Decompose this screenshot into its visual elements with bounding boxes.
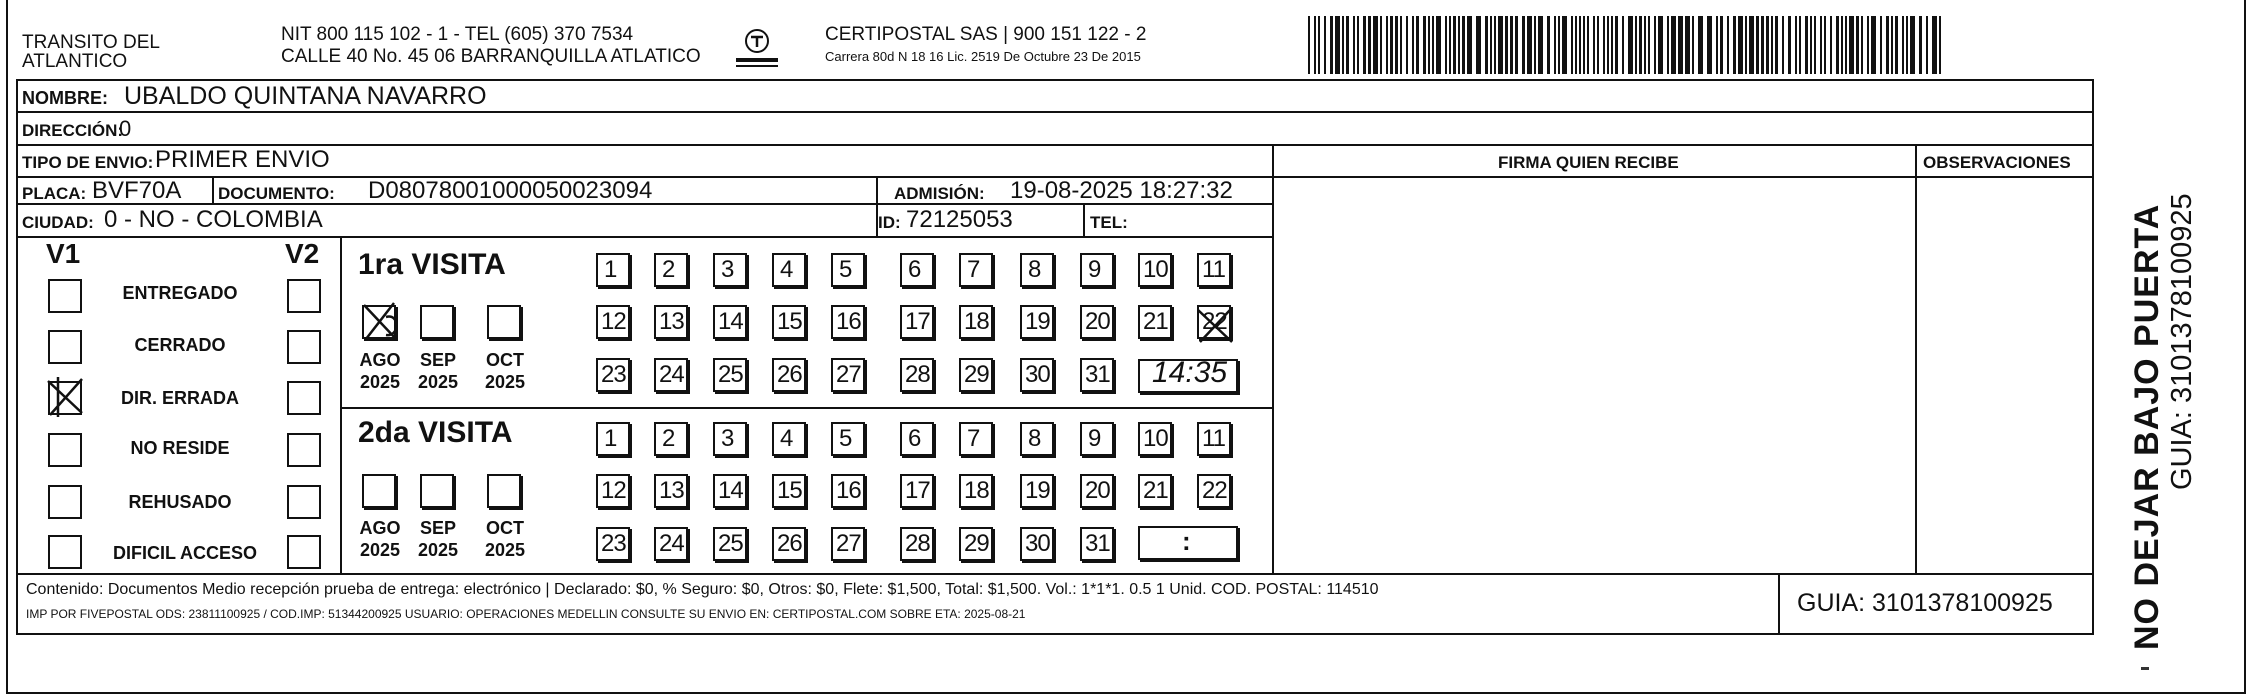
barcode-bar xyxy=(1597,16,1599,74)
first-visit-day-19[interactable]: 19 xyxy=(1020,305,1054,339)
barcode-bar xyxy=(1368,16,1371,74)
first-visit-day-7[interactable]: 7 xyxy=(959,253,993,287)
barcode-bar xyxy=(1775,16,1778,74)
barcode-bar xyxy=(1494,16,1496,74)
tel-label: TEL: xyxy=(1090,213,1128,232)
barcode-bar xyxy=(1547,16,1550,74)
imp-line: IMP POR FIVEPOSTAL ODS: 23811100925 / COD.IMP: 51344200925 USUARIO: OPERACIONES MEDELLIN CONSULTE SU ENVIO EN: CERTIPOSTAL.COM SOBRE ETA: 2025-08-21 xyxy=(26,607,1026,621)
barcode-bar xyxy=(1423,16,1426,74)
barcode-bar xyxy=(1583,16,1585,74)
v2-no-reside-checkbox[interactable] xyxy=(287,433,321,467)
second-visit-year-oct: 2025 xyxy=(484,540,526,560)
barcode-bar xyxy=(1622,16,1624,74)
second-visit-year-sep: 2025 xyxy=(417,540,459,560)
barcode-bar xyxy=(1919,16,1922,74)
content-line: Contenido: Documentos Medio recepción prueba de entrega: electrónico | Declarado: $0, % Seguro: $0, Otros: $0, Flete: $1,500, Total: $1,500. Vol.: 1*1*1. 0.5 1 Unid. COD. POSTAL: 114510 xyxy=(26,581,1379,598)
barcode-bar xyxy=(1830,16,1832,74)
second-visit-month-oct: OCT xyxy=(486,518,524,538)
placa-label: PLACA: xyxy=(22,184,87,203)
barcode-bar xyxy=(1335,16,1340,74)
second-visit-day-1[interactable]: 1 xyxy=(596,422,630,456)
second-visit-day-20[interactable]: 20 xyxy=(1080,474,1114,508)
first-visit-day-24[interactable]: 24 xyxy=(654,358,688,392)
documento-label: DOCUMENTO: xyxy=(218,184,335,203)
second-visit-month-sep-checkbox[interactable] xyxy=(420,474,454,508)
second-visit-day-29[interactable]: 29 xyxy=(959,527,993,561)
license-line: Carrera 80d N 18 16 Lic. 2519 De Octubre 23 De 2015 xyxy=(825,49,1141,64)
barcode-bar xyxy=(1353,16,1355,74)
barcode-bar xyxy=(1515,16,1518,74)
barcode-bar xyxy=(1363,16,1366,74)
barcode-bar xyxy=(1357,16,1359,74)
barcode-bar xyxy=(1654,16,1656,74)
first-visit-day-18[interactable]: 18 xyxy=(959,305,993,339)
first-visit-month-sep: SEP xyxy=(419,350,457,370)
second-visit-day-11[interactable]: 11 xyxy=(1197,422,1231,456)
first-visit-day-28[interactable]: 28 xyxy=(900,358,934,392)
barcode-bar xyxy=(1406,16,1408,74)
barcode-bar xyxy=(1346,16,1349,74)
admision-label: ADMISIÓN: xyxy=(894,184,985,203)
second-visit-day-5[interactable]: 5 xyxy=(831,422,865,456)
barcode-bar xyxy=(1795,16,1797,74)
barcode-bar xyxy=(1820,16,1822,74)
first-visit-day-27[interactable]: 27 xyxy=(831,358,865,392)
barcode-bar xyxy=(1720,16,1723,74)
barcode-bar xyxy=(1698,16,1703,74)
second-visit-day-19[interactable]: 19 xyxy=(1020,474,1054,508)
first-visit-day-26[interactable]: 26 xyxy=(772,358,806,392)
v2-cerrado-checkbox[interactable] xyxy=(287,330,321,364)
nit-line: NIT 800 115 102 - 1 - TEL (605) 370 7534 xyxy=(281,24,634,45)
first-visit-day-11[interactable]: 11 xyxy=(1197,253,1231,287)
second-visit-day-22[interactable]: 22 xyxy=(1197,474,1231,508)
barcode xyxy=(1308,16,1942,74)
barcode-bar xyxy=(1436,16,1441,74)
v1-entregado-checkbox[interactable] xyxy=(48,279,82,313)
barcode-bar xyxy=(1324,16,1326,74)
id-label: ID: xyxy=(878,213,901,232)
first-visit-time: 14:35 xyxy=(1152,356,1228,389)
second-visit-month-oct-checkbox[interactable] xyxy=(487,474,521,508)
second-visit-day-8[interactable]: 8 xyxy=(1020,422,1054,456)
barcode-bar xyxy=(1538,16,1543,74)
first-visit-day-3[interactable]: 3 xyxy=(713,253,747,287)
ciudad-value: 0 - NO - COLOMBIA xyxy=(104,206,323,233)
barcode-bar xyxy=(1416,16,1419,74)
barcode-bar xyxy=(1615,16,1618,74)
barcode-bar xyxy=(1867,16,1869,74)
first-visit-month-sep-checkbox[interactable] xyxy=(420,305,454,339)
nombre-value: UBALDO QUINTANA NAVARRO xyxy=(124,82,487,110)
barcode-bar xyxy=(1836,16,1839,74)
barcode-bar xyxy=(1571,16,1573,74)
first-visit-day-23[interactable]: 23 xyxy=(596,358,630,392)
second-visit-month-ago-checkbox[interactable] xyxy=(362,474,396,508)
v2-rehusado-checkbox[interactable] xyxy=(287,485,321,519)
address-line: CALLE 40 No. 45 06 BARRANQUILLA ATLATICO xyxy=(281,46,701,67)
v1-no-reside-checkbox[interactable] xyxy=(48,433,82,467)
barcode-bar xyxy=(1428,16,1430,74)
barcode-bar xyxy=(1635,16,1637,74)
direccion-label: DIRECCIÓN: xyxy=(22,121,124,140)
barcode-bar xyxy=(1593,16,1595,74)
barcode-bar xyxy=(1871,16,1876,74)
barcode-bar xyxy=(1799,16,1801,74)
first-visit-day-31[interactable]: 31 xyxy=(1080,358,1114,392)
barcode-bar xyxy=(1685,16,1690,74)
observaciones-label: OBSERVACIONES xyxy=(1923,153,2071,172)
second-visit-day-9[interactable]: 9 xyxy=(1080,422,1114,456)
org-name-line2: ATLANTICO xyxy=(22,51,128,72)
first-visit-day-6[interactable]: 6 xyxy=(900,253,934,287)
first-visit-day-30[interactable]: 30 xyxy=(1020,358,1054,392)
second-visit-day-25[interactable]: 25 xyxy=(713,527,747,561)
second-visit-day-14[interactable]: 14 xyxy=(713,474,747,508)
placa-value: BVF70A xyxy=(92,177,182,204)
barcode-bar xyxy=(1814,16,1816,74)
second-visit-title: 2da VISITA xyxy=(358,416,513,449)
barcode-bar xyxy=(1458,16,1460,74)
barcode-bar xyxy=(1390,16,1393,74)
barcode-bar xyxy=(1880,16,1882,74)
second-visit-month-ago: AGO xyxy=(359,518,401,538)
barcode-bar xyxy=(1562,16,1567,74)
second-visit-day-2[interactable]: 2 xyxy=(654,422,688,456)
barcode-bar xyxy=(1766,16,1769,74)
barcode-bar xyxy=(1505,16,1508,74)
first-visit-day-5[interactable]: 5 xyxy=(831,253,865,287)
barcode-bar xyxy=(1782,16,1784,74)
second-visit-day-6[interactable]: 6 xyxy=(900,422,934,456)
barcode-bar xyxy=(1849,16,1854,74)
barcode-bar xyxy=(1308,16,1310,74)
barcode-bar xyxy=(1476,16,1481,74)
barcode-bar xyxy=(1527,16,1532,74)
first-visit-day-12[interactable]: 12 xyxy=(596,305,630,339)
barcode-bar xyxy=(1558,16,1560,74)
reason-dir-errada: DIR. ERRADA xyxy=(120,388,239,408)
first-visit-year-ago: 2025 xyxy=(359,372,401,392)
footer-guia: GUIA: 3101378100925 xyxy=(1797,589,2053,617)
first-visit-month-ago-checkbox[interactable] xyxy=(362,305,396,339)
first-visit-day-15[interactable]: 15 xyxy=(772,305,806,339)
id-value: 72125053 xyxy=(906,206,1013,233)
first-visit-day-20[interactable]: 20 xyxy=(1080,305,1114,339)
barcode-bar xyxy=(1692,16,1694,74)
barcode-bar xyxy=(1490,16,1492,74)
direccion-value: 0 xyxy=(119,116,132,141)
v1-dir-errada-checkbox[interactable] xyxy=(48,381,82,415)
barcode-bar xyxy=(1761,16,1764,74)
barcode-bar xyxy=(1611,16,1613,74)
reason-no-reside: NO RESIDE xyxy=(130,438,230,458)
first-visit-day-13[interactable]: 13 xyxy=(654,305,688,339)
second-visit-day-23[interactable]: 23 xyxy=(596,527,630,561)
barcode-bar xyxy=(1607,16,1609,74)
second-visit-day-30[interactable]: 30 xyxy=(1020,527,1054,561)
v2-dir-errada-checkbox[interactable] xyxy=(287,381,321,415)
first-visit-day-25[interactable]: 25 xyxy=(713,358,747,392)
barcode-bar xyxy=(1861,16,1863,74)
second-visit-day-12[interactable]: 12 xyxy=(596,474,630,508)
second-visit-day-13[interactable]: 13 xyxy=(654,474,688,508)
barcode-bar xyxy=(1412,16,1414,74)
v1-rehusado-checkbox[interactable] xyxy=(48,485,82,519)
ciudad-label: CIUDAD: xyxy=(22,213,94,232)
barcode-bar xyxy=(1395,16,1398,74)
barcode-bar xyxy=(1733,16,1736,74)
first-visit-month-oct-checkbox[interactable] xyxy=(487,305,521,339)
first-visit-day-14[interactable]: 14 xyxy=(713,305,747,339)
first-visit-day-2[interactable]: 2 xyxy=(654,253,688,287)
second-visit-day-15[interactable]: 15 xyxy=(772,474,806,508)
reason-entregado: ENTREGADO xyxy=(122,283,238,303)
barcode-bar xyxy=(1575,16,1577,74)
barcode-bar xyxy=(1534,16,1536,74)
v1-dificil-acceso-checkbox[interactable] xyxy=(48,535,82,569)
admision-value: 19-08-2025 18:27:32 xyxy=(1010,177,1233,204)
certipostal-line: CERTIPOSTAL SAS | 900 151 122 - 2 xyxy=(825,24,1147,45)
first-visit-day-9[interactable]: 9 xyxy=(1080,253,1114,287)
barcode-bar xyxy=(1644,16,1646,74)
barcode-bar xyxy=(1432,16,1434,74)
barcode-bar xyxy=(1932,16,1937,74)
first-visit-year-sep: 2025 xyxy=(417,372,459,392)
barcode-bar xyxy=(1771,16,1773,74)
barcode-bar xyxy=(1805,16,1808,74)
first-visit-month-oct: OCT xyxy=(486,350,524,370)
reason-dificil-acceso: DIFICIL ACCESO xyxy=(112,543,257,563)
first-visit-day-21[interactable]: 21 xyxy=(1138,305,1172,339)
tipo-envio-label: TIPO DE ENVIO: xyxy=(22,153,154,172)
barcode-bar xyxy=(1628,16,1633,74)
barcode-bar xyxy=(1400,16,1402,74)
barcode-bar xyxy=(1603,16,1605,74)
second-visit-day-21[interactable]: 21 xyxy=(1138,474,1172,508)
barcode-bar xyxy=(1380,16,1382,74)
barcode-bar xyxy=(1886,16,1889,74)
second-visit-day-26[interactable]: 26 xyxy=(772,527,806,561)
second-visit-day-27[interactable]: 27 xyxy=(831,527,865,561)
first-visit-year-oct: 2025 xyxy=(484,372,526,392)
nombre-label: NOMBRE: xyxy=(22,88,108,108)
barcode-bar xyxy=(1788,16,1791,74)
barcode-bar xyxy=(1462,16,1465,74)
second-visit-day-17[interactable]: 17 xyxy=(900,474,934,508)
barcode-bar xyxy=(1671,16,1676,74)
first-visit-day-17[interactable]: 17 xyxy=(900,305,934,339)
barcode-bar xyxy=(1707,16,1712,74)
barcode-bar xyxy=(1891,16,1893,74)
org-name-line1: TRANSITO DEL xyxy=(22,32,160,53)
barcode-bar xyxy=(1467,16,1472,74)
v2-label: V2 xyxy=(285,238,320,269)
second-visit-day-3[interactable]: 3 xyxy=(713,422,747,456)
barcode-bar xyxy=(1579,16,1581,74)
second-visit-day-16[interactable]: 16 xyxy=(831,474,865,508)
second-visit-day-4[interactable]: 4 xyxy=(772,422,806,456)
first-visit-day-4[interactable]: 4 xyxy=(772,253,806,287)
barcode-bar xyxy=(1716,16,1718,74)
barcode-bar xyxy=(1330,16,1333,74)
barcode-bar xyxy=(1498,16,1503,74)
barcode-bar xyxy=(1895,16,1898,74)
barcode-bar xyxy=(1841,16,1843,74)
first-visit-month-ago: AGO xyxy=(359,350,401,370)
barcode-bar xyxy=(1510,16,1513,74)
barcode-bar xyxy=(1910,16,1915,74)
barcode-bar xyxy=(1386,16,1388,74)
barcode-bar xyxy=(1658,16,1663,74)
barcode-bar xyxy=(1856,16,1859,74)
first-visit-title: 1ra VISITA xyxy=(358,248,506,281)
barcode-bar xyxy=(1939,16,1941,74)
barcode-bar xyxy=(1906,16,1908,74)
first-visit-day-8[interactable]: 8 xyxy=(1020,253,1054,287)
second-visit-day-18[interactable]: 18 xyxy=(959,474,993,508)
barcode-bar xyxy=(1485,16,1488,74)
barcode-bar xyxy=(1738,16,1743,74)
first-visit-day-10[interactable]: 10 xyxy=(1138,253,1172,287)
second-visit-year-ago: 2025 xyxy=(359,540,401,560)
barcode-bar xyxy=(1342,16,1344,74)
second-visit-day-31[interactable]: 31 xyxy=(1080,527,1114,561)
barcode-bar xyxy=(1727,16,1729,74)
barcode-bar xyxy=(1453,16,1456,74)
first-visit-day-29[interactable]: 29 xyxy=(959,358,993,392)
second-visit-day-7[interactable]: 7 xyxy=(959,422,993,456)
barcode-bar xyxy=(1756,16,1759,74)
reason-cerrado: CERRADO xyxy=(134,335,226,355)
barcode-bar xyxy=(1745,16,1747,74)
first-visit-day-22[interactable]: 22 xyxy=(1197,305,1231,339)
second-visit-month-sep: SEP xyxy=(419,518,457,538)
barcode-bar xyxy=(1587,16,1589,74)
barcode-bar xyxy=(1554,16,1556,74)
barcode-bar xyxy=(1667,16,1669,74)
first-visit-day-16[interactable]: 16 xyxy=(831,305,865,339)
barcode-bar xyxy=(1522,16,1525,74)
barcode-bar xyxy=(1678,16,1683,74)
barcode-bar xyxy=(1648,16,1650,74)
barcode-bar xyxy=(1373,16,1378,74)
v2-entregado-checkbox[interactable] xyxy=(287,279,321,313)
barcode-bar xyxy=(1749,16,1754,74)
v1-cerrado-checkbox[interactable] xyxy=(48,330,82,364)
barcode-bar xyxy=(1902,16,1904,74)
barcode-bar xyxy=(1445,16,1447,74)
second-visit-day-28[interactable]: 28 xyxy=(900,527,934,561)
second-visit-day-24[interactable]: 24 xyxy=(654,527,688,561)
barcode-bar xyxy=(1449,16,1451,74)
firma-quien-recibe-label: FIRMA QUIEN RECIBE xyxy=(1498,153,1679,172)
v2-dificil-acceso-checkbox[interactable] xyxy=(287,535,321,569)
reason-rehusado: REHUSADO xyxy=(128,492,232,512)
tipo-envio-value: PRIMER ENVIO xyxy=(155,146,330,173)
first-visit-day-1[interactable]: 1 xyxy=(596,253,630,287)
v1-label: V1 xyxy=(46,238,81,269)
barcode-bar xyxy=(1639,16,1642,74)
barcode-bar xyxy=(1314,16,1316,74)
barcode-bar xyxy=(1926,16,1928,74)
barcode-bar xyxy=(1845,16,1847,74)
barcode-bar xyxy=(1810,16,1812,74)
second-visit-day-10[interactable]: 10 xyxy=(1138,422,1172,456)
barcode-bar xyxy=(1824,16,1826,74)
side-warning: NO DEJAR BAJO PUERTA xyxy=(2128,203,2166,650)
second-visit-time: : xyxy=(1182,526,1191,556)
scan-speck xyxy=(2141,667,2149,670)
barcode-bar xyxy=(1318,16,1320,74)
certipostal-logo xyxy=(732,26,782,70)
documento-value: D08078001000050023094 xyxy=(368,177,653,204)
side-guia: GUIA: 3101378100925 xyxy=(2166,193,2198,490)
